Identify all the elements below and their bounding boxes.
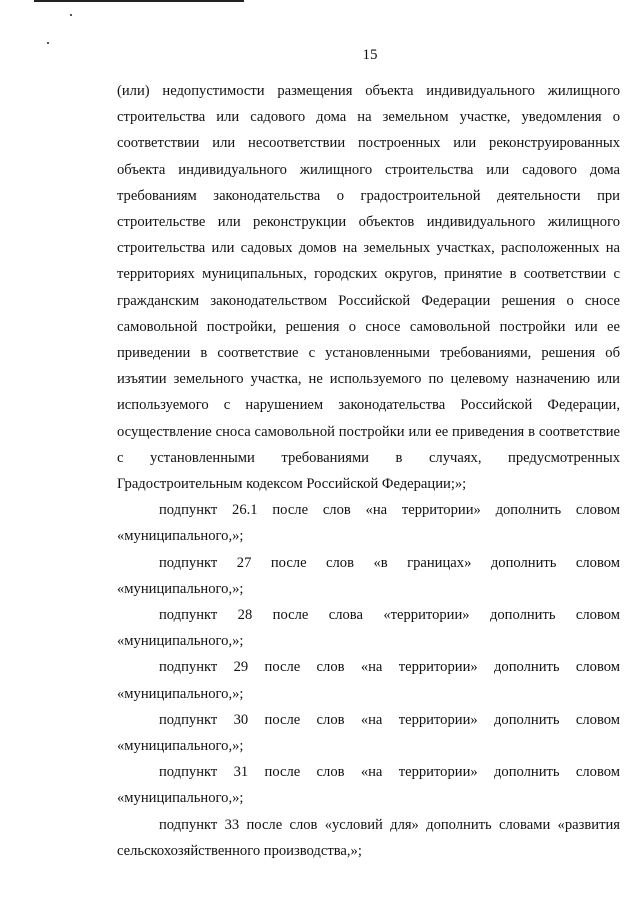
paragraph-subpoint-31: подпункт 31 после слов «на территории» дополнить словом «муниципального,»; [117,764,620,807]
top-rule [34,0,244,2]
page-number: 15 [362,47,378,63]
paragraph-subpoint-28: подпункт 28 после слова «территории» дополнить словом «муниципального,»; [117,607,620,650]
paragraph-continuation: (или) недопустимости размещения объекта индивидуального жилищного строительства или садового дома на земельном участке, уведомления о соответствии или несоответствии построенных или реконструированных объекта индивидуального жилищного строительства или садового дома требованиям законодательства о градостроительной деятельности при строительстве или реконструкции объектов индивидуального жилищного строительства или садовых домов на земельных участках, расположенных на территориях муниципальных, городских округов, принятие в соответствии с гражданским законодательством Российской Федерации решения о сносе самовольной постройки, решения о сносе самовольной постройки или ее приведении в соответствие с установленными требованиями, решения об изъятии земельного участка, не используемого по целевому назначению или используемого с нарушением законодательства Российской Федерации, осуществление сноса самовольной постройки или ее приведения в соответствие с установленными требованиями в случаях, предусмотренных Градостроительным кодексом Российской Федерации;»; [117,83,620,493]
scan-speck [47,42,49,44]
paragraph-subpoint-27: подпункт 27 после слов «в границах» дополнить словом «муниципального,»; [117,554,620,597]
paragraph-subpoint-26-1: подпункт 26.1 после слов «на территории» дополнить словом «муниципального,»; [117,502,620,545]
paragraph-subpoint-29: подпункт 29 после слов «на территории» дополнить словом «муниципального,»; [117,659,620,702]
scan-speck [70,14,72,16]
paragraph-subpoint-30: подпункт 30 после слов «на территории» дополнить словом «муниципального,»; [117,711,620,755]
document-body [117,78,620,864]
paragraph-subpoint-33: подпункт 33 после слов «условий для» дополнить словами «развития сельскохозяйственного производства,»; [117,816,620,859]
